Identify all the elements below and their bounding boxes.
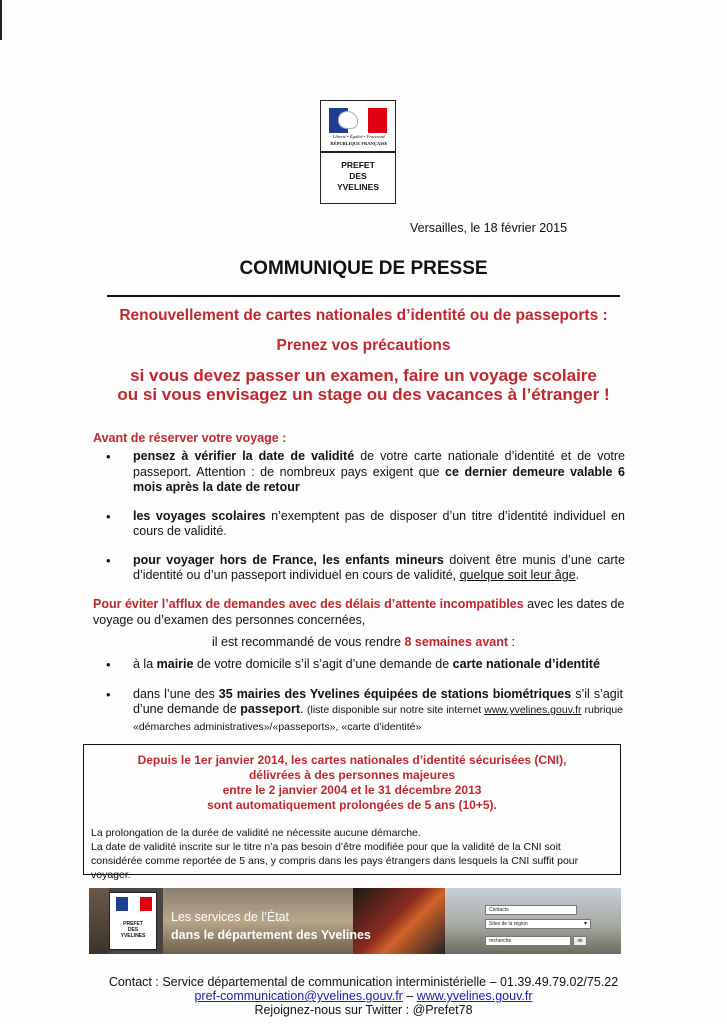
item-bold-end: ce dernier demeure valable 6 mois après la date de retour (133, 464, 625, 494)
banner-flag-icon (116, 897, 152, 911)
marianne-flag-icon (329, 108, 387, 133)
item-end: . (575, 568, 580, 582)
intro-text: Avant de réserver votre voyage : (93, 431, 287, 445)
item-text: s’il s’agit d’une demande de (133, 686, 624, 716)
flag-red (140, 897, 152, 911)
title-rule (107, 295, 620, 297)
website-link[interactable]: www.yvelines.gouv.fr (484, 704, 582, 716)
box-body-line: La date de validité inscrite sur le titre n’a pas besoin d’être modifiée pour que la validité de la CNI soit considérée comme reportée de 5 ans, y compris dans les pays étrangers dans lesquels la CNI suffit pour voyager. (91, 841, 579, 881)
banner-logo-line: DES (127, 927, 139, 933)
email-link[interactable]: pref-communication@yvelines.gouv.fr (194, 989, 403, 1003)
recommendation-text: il est recommandé de vous rendre (212, 635, 405, 649)
item-bold: mairie (156, 657, 194, 671)
headline-3-line-1: si vous devez passer un examen, faire un voyage scolaire (130, 366, 597, 385)
box-heading-line: Depuis le 1er janvier 2014, les cartes nationales d’identité sécurisées (CNI), (137, 753, 567, 767)
item-bold: carte nationale d’identité (452, 657, 600, 671)
where-list (106, 657, 624, 735)
page-title: COMMUNIQUE DE PRESSE (239, 258, 488, 279)
item-small: (liste disponible sur notre site internet (307, 704, 485, 716)
logo-line-2: DES (349, 171, 367, 181)
banner-ok-button[interactable]: ok (573, 936, 587, 946)
recommendation-end: : (508, 635, 515, 649)
delay-text: avec les dates de voyage ou d’examen des personnes concernées, (93, 597, 625, 627)
box-body (91, 826, 613, 882)
recommendation-bold: 8 semaines avant (404, 635, 509, 649)
item-bold: pour voyager hors de France, les enfants mineurs (133, 552, 444, 567)
headline-1: Renouvellement de cartes nationales d’identité ou de passeports : (119, 307, 608, 324)
logo-divider (321, 151, 395, 153)
bullet-icon: • (106, 686, 111, 702)
dateline: Versailles, le 18 février 2015 (410, 221, 568, 235)
list-item (106, 657, 623, 673)
list-item (106, 508, 626, 540)
box-heading-line: sont automatiquement prolongées de 5 ans (10+5). (207, 798, 497, 812)
recommendation-line (0, 634, 727, 650)
banner-logo-text (110, 921, 156, 939)
logo-line-1: PREFET (341, 160, 375, 170)
item-bold: les voyages scolaires (133, 508, 266, 523)
banner-photo (89, 888, 109, 954)
bullet-icon: • (106, 508, 111, 524)
logo-prefect-text (321, 160, 395, 193)
item-bold: passeport (240, 702, 300, 716)
item-text: n’exemptent pas de disposer d’un titre d’identité individuel en cours de validité. (133, 508, 626, 538)
list-item (106, 552, 625, 584)
contact-separator: – (402, 989, 417, 1003)
headline-3-line-2: ou si vous envisagez un stage ou des vacances à l’étranger ! (117, 385, 610, 404)
bullet-icon: • (106, 449, 111, 464)
flag-white (128, 897, 140, 911)
headline-2: Prenez vos précautions (276, 337, 451, 354)
banner-sites-label: Sites de la région (489, 921, 528, 927)
list-item (106, 686, 624, 736)
services-banner[interactable] (89, 888, 621, 954)
banner-contacts-field[interactable]: Contacts (485, 905, 577, 915)
bullet-icon: • (106, 657, 111, 672)
item-text: de votre domicile s’il s’agit d’une demande de (193, 657, 453, 671)
item-underlined: quelque soit leur âge (459, 568, 576, 582)
delay-bold: Pour éviter l’afflux de demandes avec des délais d’attente incompatibles (93, 597, 524, 611)
delay-paragraph (93, 596, 625, 628)
item-text: de votre carte nationale d’identité et de votre passeport. Attention : de nombreux pays exigent que (133, 449, 625, 479)
box-body-line: La prolongation de la durée de validité ne nécessite aucune démarche. (91, 827, 421, 839)
item-bold: pensez à vérifier la date de validité (133, 449, 355, 463)
item-small: rubrique «démarches administratives»/«passeports», «carte d’identité» (133, 704, 624, 733)
banner-title: Les services de l’État (171, 910, 290, 924)
banner-logo (109, 892, 157, 950)
list-item (106, 449, 625, 496)
item-bold: 35 mairies des Yvelines équipées de stations biométriques (218, 686, 572, 701)
bullet-icon: • (106, 552, 111, 568)
item-text: dans l’une des (133, 686, 219, 701)
precautions-list (106, 449, 626, 584)
flag-blue (116, 897, 128, 911)
box-heading-line: entre le 2 janvier 2004 et le 31 décembre 2013 (222, 783, 482, 797)
banner-search-input[interactable]: recherche (485, 936, 571, 946)
logo-republic: RÉPUBLIQUE FRANÇAISE (330, 141, 388, 146)
banner-subtitle: dans le département des Yvelines (171, 928, 371, 942)
headline-3 (0, 366, 727, 404)
item-text: à la (133, 657, 157, 671)
banner-photo-vehicle (353, 888, 445, 954)
scan-edge (0, 0, 2, 40)
box-heading-line: délivrées à des personnes majeures (248, 768, 456, 782)
logo-line-3: YVELINES (336, 182, 380, 192)
item-text: doivent être munis d’une carte d’identité ou d’un passeport individuel en cours de validité, (133, 552, 625, 582)
cni-extension-box (83, 744, 621, 881)
contact-links (0, 989, 727, 1003)
box-heading (84, 753, 620, 813)
twitter-line: Rejoignez-nous sur Twitter : @Prefet78 (254, 1003, 473, 1017)
chevron-down-icon: ▾ (583, 921, 587, 927)
contact-line: Contact : Service départemental de communication interministérielle – 01.39.49.79.02/75.22 (108, 975, 619, 989)
item-text: . (299, 702, 307, 716)
banner-logo-line: YVELINES (120, 933, 146, 939)
logo-motto: Liberté • Égalité • Fraternité (332, 134, 386, 139)
prefecture-logo (320, 100, 396, 204)
banner-sites-select[interactable] (485, 919, 591, 929)
website-link[interactable]: www.yvelines.gouv.fr (416, 989, 533, 1003)
banner-logo-line: PREFET (123, 921, 143, 927)
